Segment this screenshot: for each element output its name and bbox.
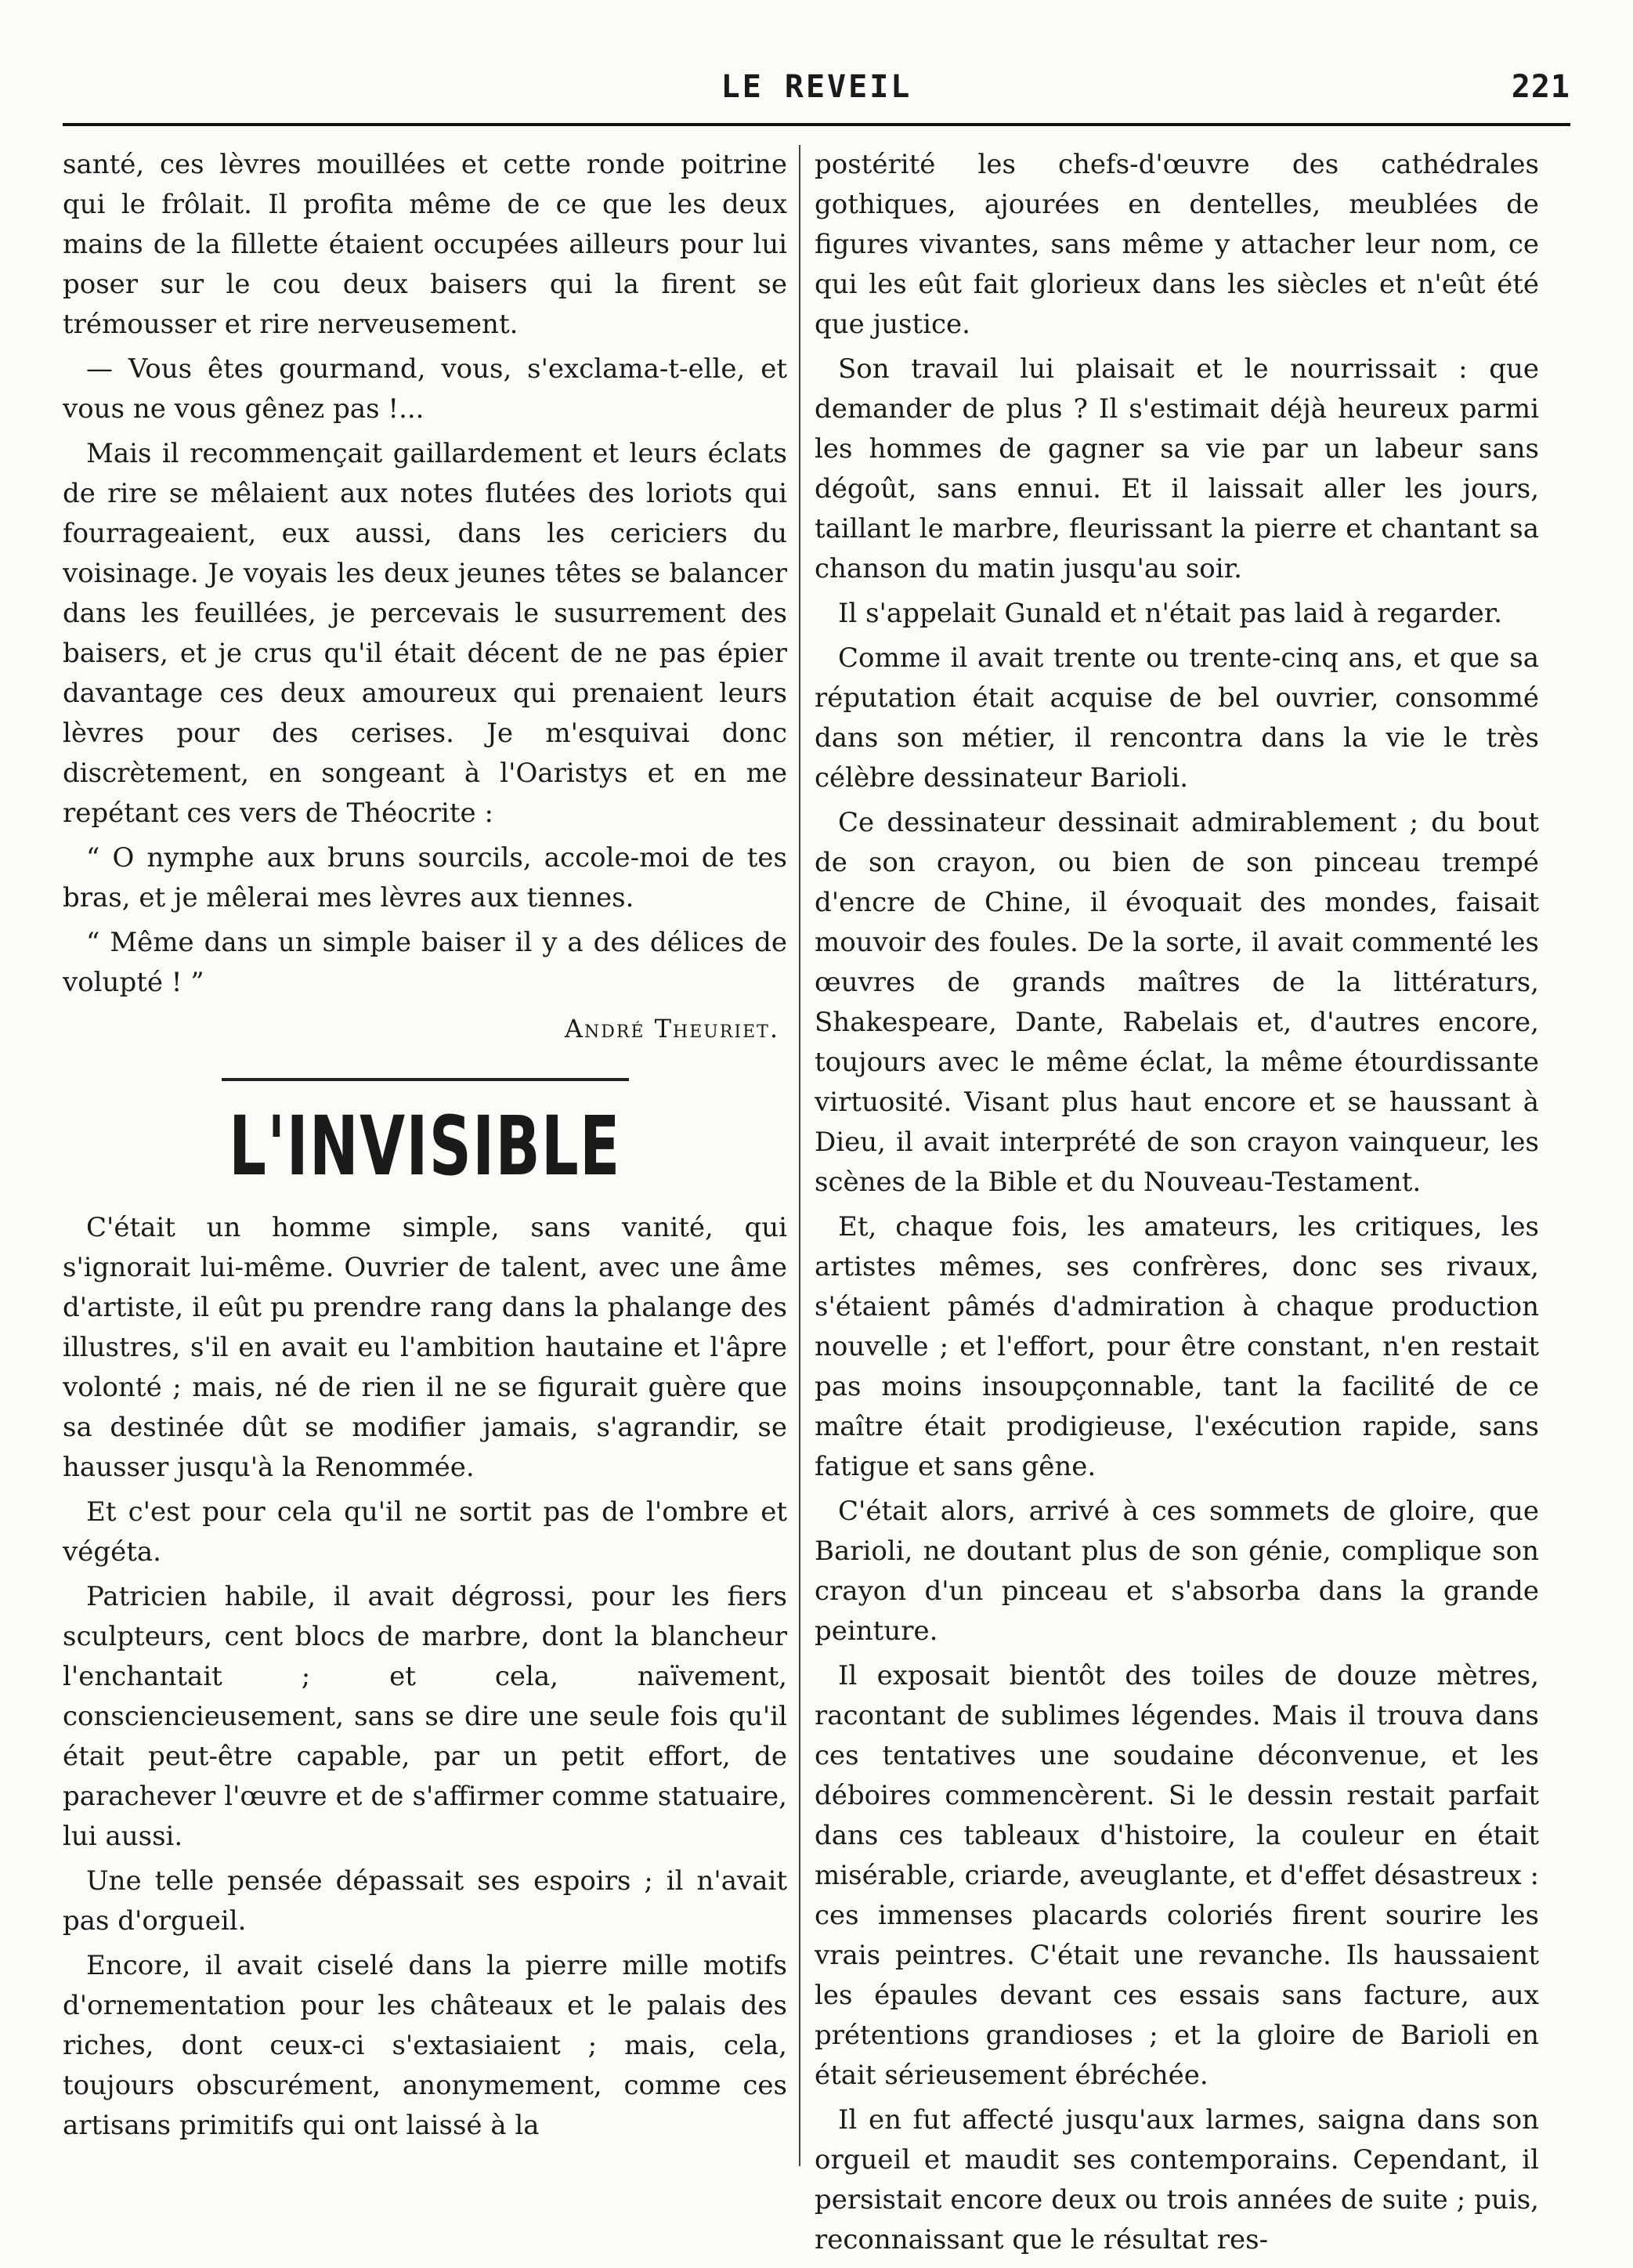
paragraph: Encore, il avait ciselé dans la pierre mille motifs d'ornementation pour les châteaux et le palais des riches, dont ceux-ci s'extasiaient ; mais, cela, toujours obscurément, anonymement, comme ces artisans primitifs qui ont laissé à la — [63, 1950, 787, 2141]
header-rule — [63, 123, 1570, 126]
paragraph: Et, chaque fois, les amateurs, les critiques, les artistes mêmes, ses confrères, donc ses rivaux, s'étaient pâmés d'admiration à chaque production nouvelle ; et l'effort, pour être constant, n'en restait pas moins insoupçonnable, tant la facilité de ce maître était prodigieuse, l'exécution rapide, sans fatigue et sans gêne. — [815, 1211, 1539, 1482]
paragraph: Il exposait bientôt des toiles de douze mètres, racontant de sublimes légendes. Mais il trouva dans ces tentatives une soudaine déconvenue, et les déboires commencèrent. Si le dessin restait parfait dans ces tableaux d'histoire, la couleur en était misérable, criarde, aveuglante, et d'effet désastreux : ces immenses placards coloriés firent sourire les vrais peintres. C'était une revanche. Ils haussaient les épaules devant ces essais sans facture, aux prétentions grandioses ; et la gloire de Barioli en était sérieusement ébréchée. — [815, 1660, 1539, 2091]
paragraph: Il en fut affecté jusqu'aux larmes, saigna dans son orgueil et maudit ses contemporains. Cependant, il persistait encore deux ou trois années de suite ; puis, reconnaissant que le résultat res- — [815, 2104, 1539, 2255]
paragraph: “ O nymphe aux bruns sourcils, accole-moi de tes bras, et je mêlerai mes lèvres aux tiennes. — [63, 842, 787, 913]
paragraph: C'était un homme simple, sans vanité, qui s'ignorait lui-même. Ouvrier de talent, avec une âme d'artiste, il eût pu prendre rang dans la phalange des illustres, s'il en avait eu l'ambition hautaine et l'âpre volonté ; mais, né de rien il ne se figurait guère que sa destinée dût se modifier jamais, s'agrandir, se hausser jusqu'à la Renommée. — [63, 1212, 787, 1483]
paragraph: C'était alors, arrivé à ces sommets de gloire, que Barioli, ne doutant plus de son génie, complique son crayon d'un pinceau et s'absorba dans la grande peinture. — [815, 1496, 1539, 1647]
page-header — [63, 69, 1570, 116]
left-column — [63, 145, 787, 2150]
page-number: 221 — [1511, 69, 1570, 105]
running-title: LE REVEIL — [721, 69, 912, 105]
paragraph: Patricien habile, il avait dégrossi, pour les fiers sculpteurs, cent blocs de marbre, dont la blancheur l'enchantait ; et cela, naïvement, consciencieusement, sans se dire une seule fois qu'il était peut-être capable, par un petit effort, de parachever l'œuvre et de s'affirmer comme statuaire, lui aussi. — [63, 1581, 787, 1852]
author-signature: André Theuriet. — [564, 1014, 779, 1044]
paragraph: postérité les chefs-d'œuvre des cathédrales gothiques, ajourées en dentelles, meublées de figures vivantes, sans même y attacher leur nom, ce qui les eût fait glorieux dans les siècles et n'eût été que justice. — [815, 149, 1539, 340]
section-separator — [222, 1078, 629, 1081]
right-column — [815, 145, 1539, 2265]
paragraph: santé, ces lèvres mouillées et cette ronde poitrine qui le frôlait. Il profita même de ce que les deux mains de la fillette étaient occupées ailleurs pour lui poser sur le cou deux baisers qui la firent se trémousser et rire nerveusement. — [63, 149, 787, 340]
paragraph: Il s'appelait Gunald et n'était pas laid à regarder. — [838, 598, 1503, 629]
paragraph: Son travail lui plaisait et le nourrissait : que demander de plus ? Il s'estimait déjà heureux parmi les hommes de gagner sa vie par un labeur sans dégoût, sans ennui. Et il laissait aller les jours, taillant le marbre, fleurissant la pierre et chantant sa chanson du matin jusqu'au soir. — [815, 353, 1539, 584]
paragraph: — Vous êtes gourmand, vous, s'exclama-t-elle, et vous ne vous gênez pas !... — [63, 353, 787, 425]
paragraph: Une telle pensée dépassait ses espoirs ; il n'avait pas d'orgueil. — [63, 1865, 787, 1937]
paragraph: Comme il avait trente ou trente-cinq ans, et que sa réputation était acquise de bel ouvrier, consommé dans son métier, il rencontra dans la vie le très célèbre dessinateur Barioli. — [815, 642, 1539, 794]
paragraph: “ Même dans un simple baiser il y a des délices de volupté ! ” — [63, 927, 787, 998]
section-title: L'INVISIBLE — [229, 1098, 621, 1194]
column-divider — [799, 145, 800, 2166]
paragraph: Et c'est pour cela qu'il ne sortit pas de l'ombre et végéta. — [63, 1496, 787, 1568]
paragraph: Ce dessinateur dessinait admirablement ; du bout de son crayon, ou bien de son pinceau trempé d'encre de Chine, il évoquait des mondes, faisait mouvoir des foules. De la sorte, il avait commenté les œuvres de grands maîtres de la littératurs, Shakespeare, Dante, Rabelais et, d'autres encore, toujours avec le même éclat, la même étourdissante virtuosité. Visant plus haut encore et se haussant à Dieu, il avait interprété de son crayon vainqueur, les scènes de la Bible et du Nouveau-Testament. — [815, 807, 1539, 1198]
paragraph: Mais il recommençait gaillardement et leurs éclats de rire se mêlaient aux notes flutées des loriots qui fourrageaient, eux aussi, dans les cericiers du voisinage. Je voyais les deux jeunes têtes se balancer dans les feuillées, je percevais le susurrement des baisers, et je crus qu'il était décent de ne pas épier davantage ces deux amoureux qui prenaient leurs lèvres pour des cerises. Je m'esquivai donc discrètement, en songeant à l'Oaristys et en me repétant ces vers de Théocrite : — [63, 438, 787, 829]
